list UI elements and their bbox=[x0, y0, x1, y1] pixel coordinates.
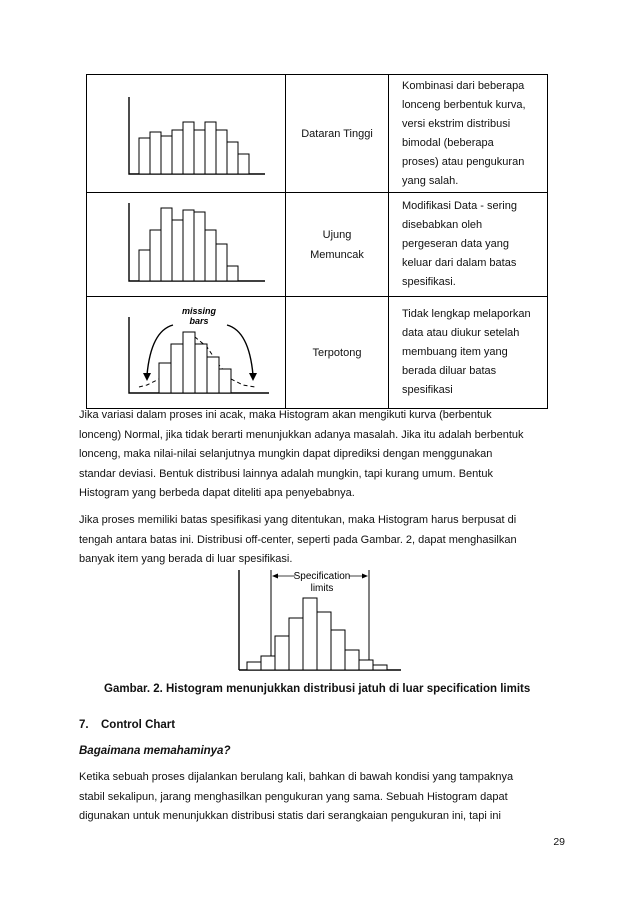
description-line: berada diluar batas bbox=[402, 365, 497, 377]
description-line: versi ekstrim distribusi bbox=[402, 117, 511, 130]
shape-name: Terpotong bbox=[312, 346, 362, 359]
section-number: 7. bbox=[79, 719, 89, 731]
description-line: disebabkan oleh bbox=[402, 219, 483, 231]
paragraph-line: tengah antara batas ini. Distribusi off-center, seperti pada Gambar. 2, dapat menghasilkan bbox=[79, 533, 517, 546]
description-line: proses) atau pengukuran bbox=[402, 155, 525, 168]
description-line: spesifikasi. bbox=[402, 276, 456, 288]
description-line: lonceng berbentuk kurva, bbox=[402, 98, 526, 111]
truncated-histogram-cell bbox=[87, 297, 286, 409]
shape-name-cell bbox=[286, 75, 389, 193]
shape-description-cell bbox=[389, 193, 548, 297]
shape-name: Ujung bbox=[322, 228, 352, 241]
edge-peak-histogram-cell bbox=[87, 193, 286, 297]
paragraph-line: Jika proses memiliki batas spesifikasi yang ditentukan, maka Histogram harus berpusat di bbox=[79, 514, 517, 526]
description-line: spesifikasi bbox=[402, 384, 453, 396]
truncated-histogram-icon bbox=[87, 297, 285, 403]
description-line: keluar dari dalam batas bbox=[402, 257, 517, 269]
specification-label: Specification bbox=[293, 571, 351, 582]
shape-name-cell bbox=[286, 193, 389, 297]
description-line: yang salah. bbox=[402, 174, 459, 187]
table-row bbox=[87, 75, 548, 193]
paragraph-line: Histogram yang berbeda dapat diteliti apa penyebabnya. bbox=[79, 487, 355, 499]
paragraph-line: stabil sekalipun, jarang menghasilkan pengukuran yang sama. Sebuah Histogram dapat bbox=[79, 790, 508, 803]
section-heading bbox=[79, 719, 175, 731]
shape-name: Dataran Tinggi bbox=[301, 127, 373, 140]
bars-label: bars bbox=[189, 316, 209, 326]
description-line: Kombinasi dari beberapa bbox=[402, 79, 525, 92]
table-row bbox=[87, 193, 548, 297]
description-line: data atau diukur setelah bbox=[402, 327, 520, 339]
paragraph-line: Ketika sebuah proses dijalankan berulang kali, bahkan di bawah kondisi yang tampaknya bbox=[79, 771, 514, 783]
paragraph-1 bbox=[79, 406, 563, 504]
plateau-histogram-cell bbox=[87, 75, 286, 193]
paragraph-line: digunakan untuk menunjukkan distribusi statis dari serangkaian pengukuran ini, tapi ini bbox=[79, 810, 501, 822]
shape-name-cell bbox=[286, 297, 389, 409]
description-line: Modifikasi Data - sering bbox=[402, 200, 517, 212]
paragraph-line: Jika variasi dalam proses ini acak, maka Histogram akan mengikuti kurva (berbentuk bbox=[79, 409, 492, 421]
edge-peak-histogram-icon bbox=[87, 193, 285, 291]
paragraph-line: banyak item yang berada di luar spesifikasi. bbox=[79, 553, 293, 565]
table-row bbox=[87, 297, 548, 409]
limits-label: limits bbox=[310, 583, 334, 594]
description-line: membuang item yang bbox=[402, 346, 508, 358]
histogram-types-table bbox=[86, 74, 548, 409]
paragraph-3 bbox=[79, 768, 563, 827]
figure-caption: Gambar. 2. Histogram menunjukkan distribusi jatuh di luar specification limits bbox=[104, 683, 531, 695]
shape-description-cell bbox=[389, 75, 548, 193]
missing-label: missing bbox=[181, 306, 217, 316]
paragraph-line: lonceng) Normal, jika tidak berarti menunjukkan adanya masalah. Jika itu adalah berbentuk bbox=[79, 428, 524, 441]
description-line: Tidak lengkap melaporkan bbox=[402, 308, 531, 320]
page-number: 29 bbox=[553, 836, 565, 848]
paragraph-2 bbox=[79, 511, 563, 570]
shape-name: Memuncak bbox=[310, 248, 364, 261]
paragraph-line: lonceng, maka nilai-nilai selanjutnya mungkin dapat diprediksi dengan menggunakan bbox=[79, 448, 493, 460]
subheading: Bagaimana memahaminya? bbox=[79, 745, 231, 757]
plateau-histogram-icon bbox=[87, 75, 285, 187]
description-line: pergeseran data yang bbox=[402, 238, 510, 250]
section-title: Control Chart bbox=[101, 719, 176, 731]
figure-2-histogram bbox=[225, 566, 405, 676]
description-line: bimodal (beberapa bbox=[402, 136, 494, 149]
paragraph-line: standar deviasi. Bentuk distribusi lainnya adalah mungkin, tapi kurang umum. Bentuk bbox=[79, 467, 493, 480]
shape-description-cell bbox=[389, 297, 548, 409]
